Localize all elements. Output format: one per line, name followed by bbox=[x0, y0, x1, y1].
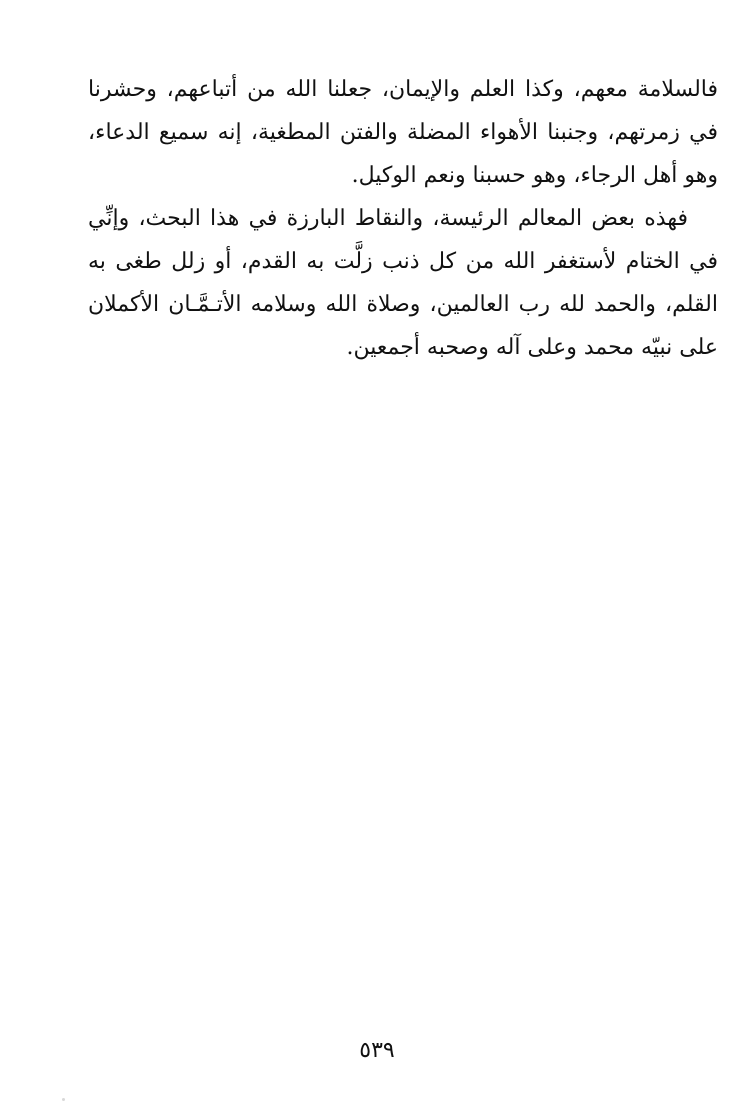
body-text bbox=[88, 68, 718, 369]
page-number: ٥٣٩ bbox=[359, 1038, 395, 1063]
paragraph-closing-prayer: فالسلامة معهم، وكذا العلم والإيمان، جعلنا الله من أتباعهم، وحشرنا في زمرتهم، وجنبنا الأهواء المضلة والفتن المطغية، إنه سميع الدعاء، وهو أهل الرجاء، وهو حسبنا ونعم الوكيل. bbox=[88, 77, 718, 188]
paragraph-conclusion: فهذه بعض المعالم الرئيسة، والنقاط البارزة في هذا البحث، وإنِّي في الختام لأستغفر الله من كل ذنب زلَّت به القدم، أو زلل طغى به القلم، والحمد لله رب العالمين، وصلاة الله وسلامه الأتـمَّـان الأكملان على نبيّه محمد وعلى آله وصحبه أجمعين. bbox=[88, 206, 718, 360]
scan-speck bbox=[62, 1098, 65, 1101]
